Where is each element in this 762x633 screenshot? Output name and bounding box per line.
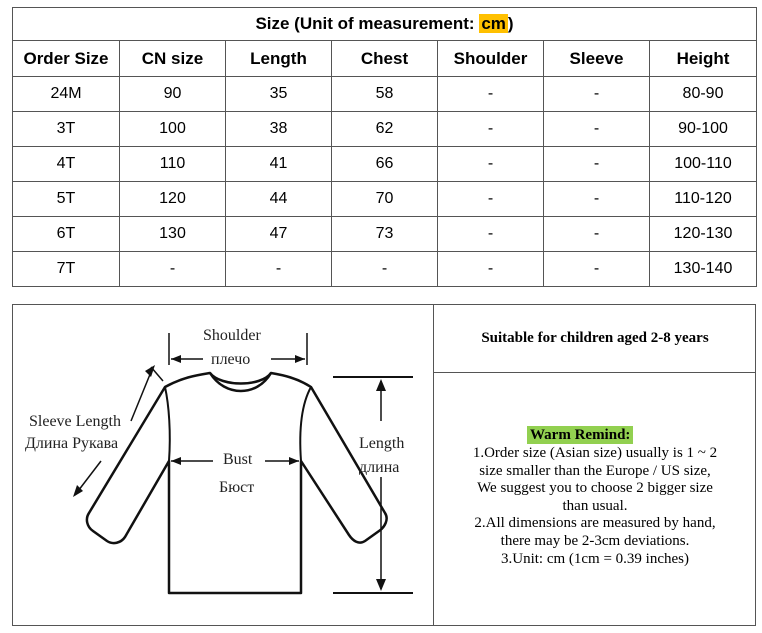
table-title-suffix: ) [507,14,514,33]
remind-line: 2.All dimensions are measured by hand, [474,515,716,532]
table-cell: 120 [120,182,226,217]
sleeve-label-en: Sleeve Length [29,413,121,430]
length-label-en: Length [359,435,405,452]
bust-label-ru: Бюст [219,479,255,496]
table-cell: - [544,217,650,252]
sleeve-label-ru: Длина Рукава [25,435,119,452]
table-cell: - [438,112,544,147]
table-cell: 80-90 [650,77,757,112]
table-row [13,217,757,252]
remind-line: size smaller than the Europe / US size, [479,462,711,479]
table-cell: 7T [13,252,120,287]
table-cell: - [438,217,544,252]
column-header: Order Size [13,41,120,77]
table-cell: 130-140 [650,252,757,287]
table-cell: 130 [120,217,226,252]
table-cell: - [438,252,544,287]
size-table [12,7,757,287]
column-header: Sleeve [544,41,650,77]
table-cell: 100 [120,112,226,147]
column-header: Chest [332,41,438,77]
table-cell: 90 [120,77,226,112]
table-cell: 6T [13,217,120,252]
table-cell: - [544,77,650,112]
column-header: Length [226,41,332,77]
shoulder-label-ru: плечо [211,351,251,368]
remind-line: 3.Unit: cm (1cm = 0.39 inches) [500,550,689,567]
table-cell: - [438,147,544,182]
table-cell: 90-100 [650,112,757,147]
table-cell: 47 [226,217,332,252]
measurement-panel [12,304,756,626]
table-title-unit: cm [481,14,506,33]
table-cell: 62 [332,112,438,147]
warm-remind-lines [434,445,756,568]
table-row [13,182,757,217]
table-cell: - [544,112,650,147]
table-cell: 120-130 [650,217,757,252]
table-title-prefix: Size (Unit of measurement: [255,14,480,33]
table-cell: - [438,182,544,217]
shoulder-label-en: Shoulder [203,327,261,344]
warm-remind-box [434,373,756,625]
column-header: Height [650,41,757,77]
table-row [13,147,757,182]
table-row [13,112,757,147]
length-label-ru: длина [359,459,400,476]
table-row [13,77,757,112]
bust-label-en: Bust [223,451,253,468]
table-cell: - [226,252,332,287]
table-cell: 110 [120,147,226,182]
age-suitability-text: Suitable for children aged 2-8 years [481,330,709,346]
table-header-row [13,41,757,77]
table-cell: 100-110 [650,147,757,182]
table-cell: 70 [332,182,438,217]
table-cell: 58 [332,77,438,112]
table-title [13,8,757,41]
table-cell: 44 [226,182,332,217]
table-cell: - [544,252,650,287]
warm-remind-title: Warm Remind: [527,426,633,444]
table-title-row [13,8,757,41]
table-row [13,252,757,287]
remind-line: than usual. [562,497,628,514]
remind-line: 1.Order size (Asian size) usually is 1 ~ 2 [472,445,718,461]
table-cell: 24M [13,77,120,112]
table-cell: 110-120 [650,182,757,217]
column-header: Shoulder [438,41,544,77]
table-cell: - [332,252,438,287]
table-cell: 38 [226,112,332,147]
table-cell: 4T [13,147,120,182]
table-cell: - [544,147,650,182]
table-cell: 41 [226,147,332,182]
table-cell: - [544,182,650,217]
column-header: CN size [120,41,226,77]
table-cell: 66 [332,147,438,182]
table-cell: 3T [13,112,120,147]
table-cell: 35 [226,77,332,112]
table-cell: 73 [332,217,438,252]
remind-line: We suggest you to choose 2 bigger size [477,480,713,497]
table-cell: - [438,77,544,112]
garment-diagram [13,305,433,625]
remind-line: there may be 2-3cm deviations. [500,532,690,549]
table-cell: - [120,252,226,287]
table-cell: 5T [13,182,120,217]
